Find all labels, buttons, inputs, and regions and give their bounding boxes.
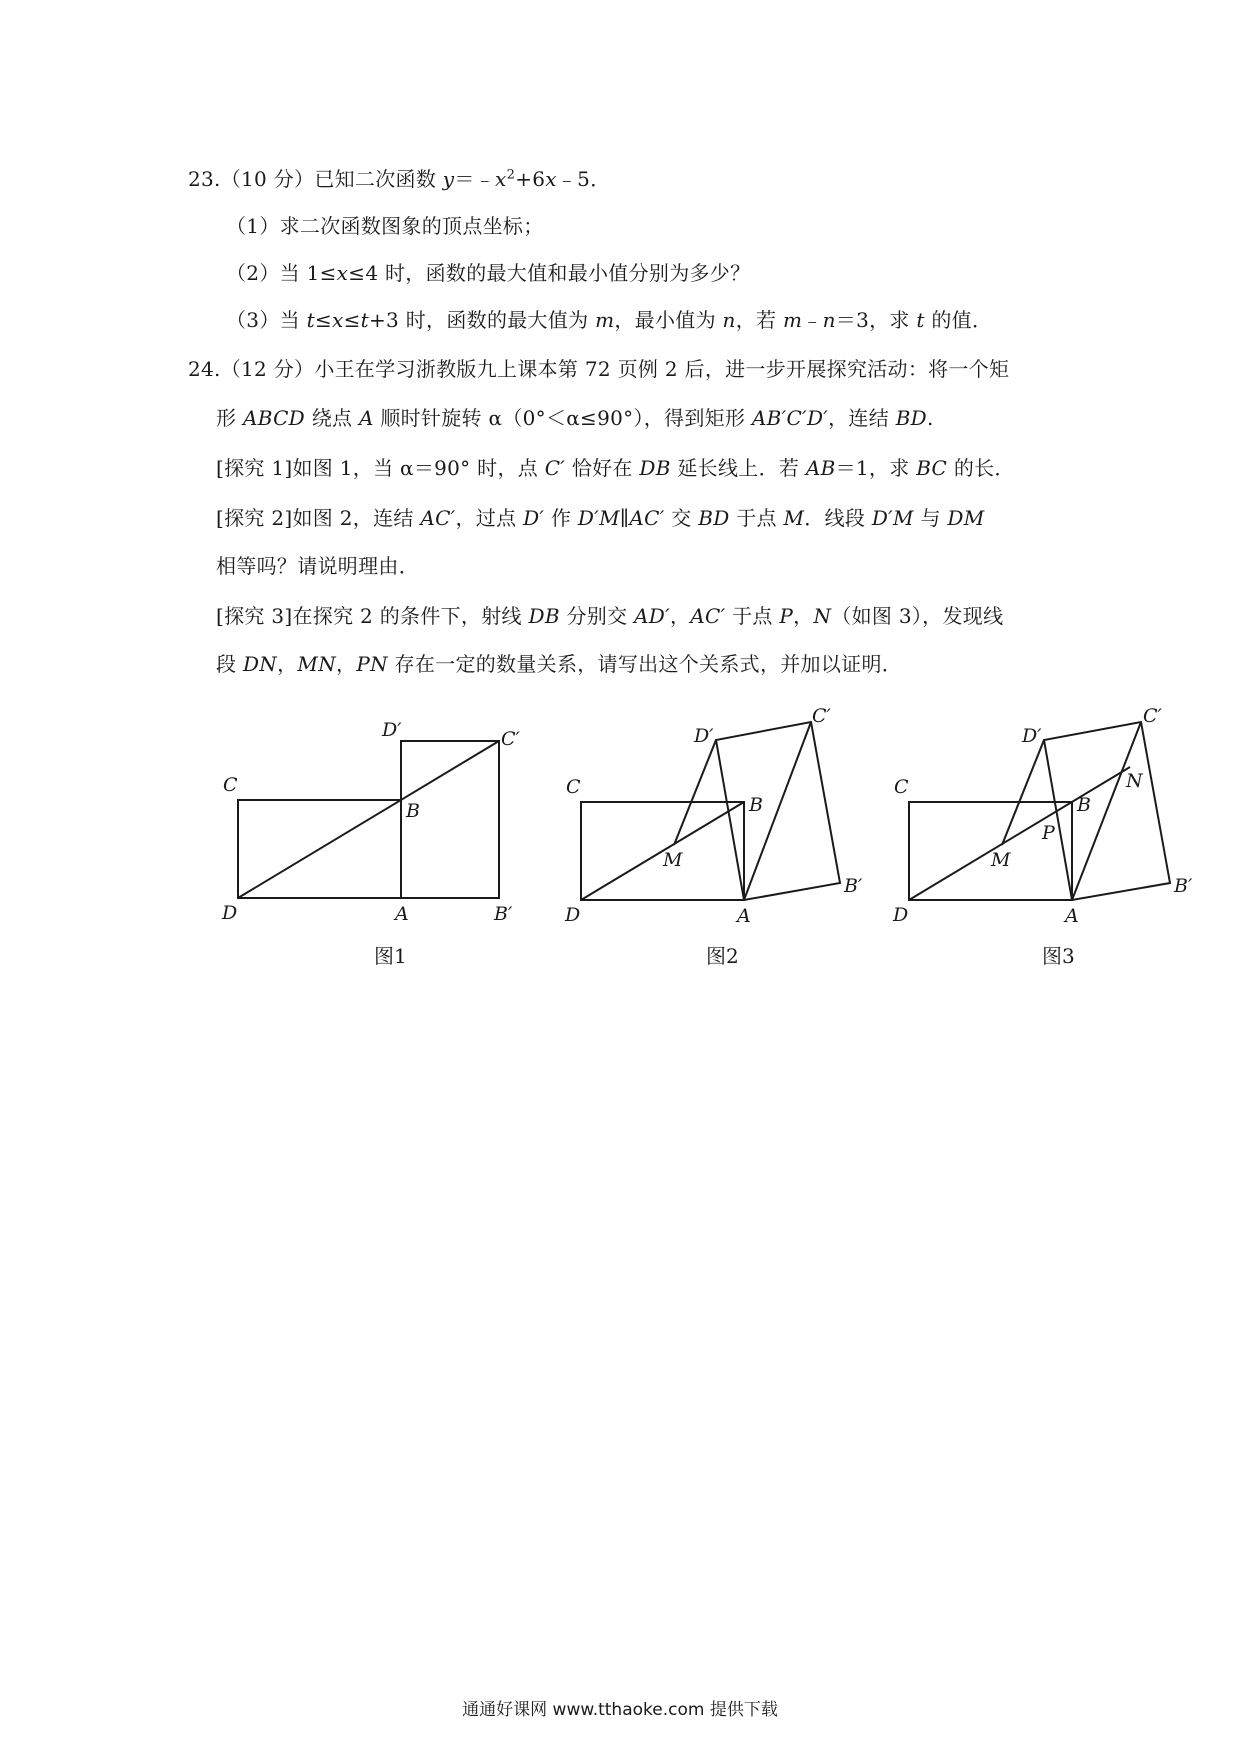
figure-1 [238, 741, 499, 898]
q24-explore1: [探究 1]如图 1，当 α＝90° 时，点 C′ 恰好在 DB 延长线上．若 AB＝1，求 BC 的长． [216, 456, 1015, 480]
fig1-label-c: C [223, 774, 238, 796]
fig2-label-d: D [565, 904, 581, 926]
q23-part3: （3）当 t≤x≤t+3 时，函数的最大值为 m，最小值为 n，若 m﹣n＝3，求 t 的值． [226, 308, 993, 332]
q23-part2: （2）当 1≤x≤4 时，函数的最大值和最小值分别为多少？ [226, 261, 751, 285]
q24-explore3: [探究 3]在探究 2 的条件下，射线 DB 分别交 AD′，AC′ 于点 P，N（如图 3），发现线 [216, 604, 1004, 628]
fig3-label-d: D [893, 904, 909, 926]
fig2-label-cp: C′ [812, 705, 831, 727]
fig2-label-bp: B′ [844, 875, 863, 897]
figure-1-caption: 图1 [374, 944, 407, 968]
fig3-label-n: N [1126, 770, 1143, 792]
footer-source: 通通好课网 www.tthaoke.com 提供下载 [462, 1700, 778, 1720]
fig3-label-bp: B′ [1174, 875, 1193, 897]
q23-stem: 23.（10 分）已知二次函数 $y=﹣x^2+6x﹣5$． [188, 167, 611, 191]
fig1-label-cp: C′ [501, 728, 520, 750]
q24-line1: 24.（12 分）小王在学习浙教版九上课本第 72 页例 2 后，进一步开展探究活动：将一个矩 [188, 357, 1010, 381]
fig2-line-dm [674, 740, 716, 845]
fig1-label-bp: B′ [494, 903, 513, 925]
fig3-label-c: C [894, 776, 909, 798]
fig1-label-a: A [395, 903, 409, 925]
fig1-label-dp: D′ [382, 719, 402, 741]
geometry-figures [0, 700, 1240, 980]
fig3-label-p: P [1042, 822, 1055, 844]
fig3-label-dp: D′ [1022, 725, 1042, 747]
fig3-label-cp: C′ [1143, 705, 1162, 727]
q24-explore2-cont: 相等吗？请说明理由． [216, 554, 419, 578]
fig1-label-b: B [406, 800, 420, 822]
q23-part1: （1）求二次函数图象的顶点坐标； [226, 214, 544, 238]
fig2-label-b: B [749, 794, 763, 816]
fig1-diagonal-dc [238, 741, 499, 898]
figure-2 [581, 722, 840, 900]
fig2-label-m: M [663, 849, 683, 871]
fig2-label-a: A [737, 905, 751, 927]
fig2-label-dp: D′ [694, 725, 714, 747]
fig2-label-c: C [566, 776, 581, 798]
q24-line2: 形 ABCD 绕点 A 顺时针旋转 α（0°＜α≤90°），得到矩形 AB′C′D′，连结 BD. [216, 406, 934, 430]
q24-explore3-cont: 段 DN，MN，PN 存在一定的数量关系，请写出这个关系式，并加以证明． [216, 652, 903, 676]
figure-2-caption: 图2 [706, 944, 739, 968]
figure-3 [909, 722, 1170, 900]
fig3-line-dm [1002, 740, 1044, 845]
fig3-label-m: M [991, 849, 1011, 871]
fig3-label-b: B [1077, 794, 1091, 816]
fig1-label-d: D [222, 902, 238, 924]
figure-3-caption: 图3 [1042, 944, 1075, 968]
fig3-label-a: A [1065, 905, 1079, 927]
q24-explore2: [探究 2]如图 2，连结 AC′，过点 D′ 作 D′M∥AC′ 交 BD 于点 M．线段 D′M 与 DM [216, 506, 985, 530]
